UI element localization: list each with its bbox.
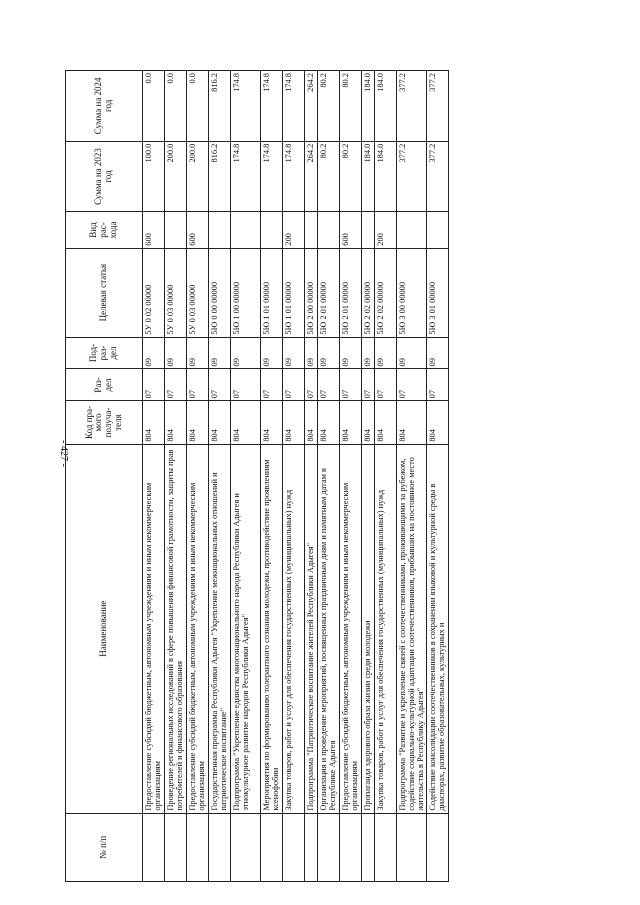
- table-row: [427, 71, 449, 882]
- cell-code: 804: [397, 401, 427, 444]
- cell-name: Мероприятия по формированию толерантного сознания молодежи, противодействие проявлениям ксенофобии: [261, 444, 283, 813]
- table-header-row: [66, 71, 143, 882]
- cell-razdel: 07: [187, 369, 209, 401]
- cell-podrazdel: 09: [187, 337, 209, 369]
- table-row: [305, 71, 318, 882]
- cell-sum2023: 184.0: [362, 141, 375, 212]
- cell-sum2023: 377.2: [427, 141, 449, 212]
- cell-num: [143, 813, 165, 881]
- cell-podrazdel: 09: [305, 337, 318, 369]
- table-row: [375, 71, 397, 882]
- cell-razdel: 07: [283, 369, 305, 401]
- cell-vid: [231, 212, 261, 248]
- cell-name: Государственная программа Республики Адыгея "Укрепление межнациональных отношений и патриотическое воспитание": [209, 444, 231, 813]
- cell-podrazdel: 09: [362, 337, 375, 369]
- cell-code: 804: [375, 401, 397, 444]
- cell-num: [397, 813, 427, 881]
- table-row: [209, 71, 231, 882]
- cell-sum2024: 174.8: [283, 71, 305, 142]
- col-header-razdel: Раз-дел: [66, 369, 143, 401]
- cell-sum2024: 174.8: [231, 71, 261, 142]
- cell-vid: [261, 212, 283, 248]
- cell-podrazdel: 09: [209, 337, 231, 369]
- cell-target: 5Ю 2 01 00000: [340, 248, 362, 337]
- cell-num: [231, 813, 261, 881]
- cell-vid: [318, 212, 340, 248]
- col-header-sum2023: Сумма на 2023 год: [66, 141, 143, 212]
- cell-target: 5Ю 2 02 00000: [362, 248, 375, 337]
- cell-razdel: 07: [427, 369, 449, 401]
- cell-target: 5У 0 03 00000: [165, 248, 187, 337]
- cell-razdel: 07: [305, 369, 318, 401]
- cell-podrazdel: 09: [340, 337, 362, 369]
- cell-num: [340, 813, 362, 881]
- table-row: [283, 71, 305, 882]
- cell-name: Предоставление субсидий бюджетным, автономным учреждениям и иным некоммерческим организациям: [340, 444, 362, 813]
- cell-sum2023: 816.2: [209, 141, 231, 212]
- cell-podrazdel: 09: [165, 337, 187, 369]
- cell-target: 5У 0 03 00000: [187, 248, 209, 337]
- cell-razdel: 07: [318, 369, 340, 401]
- cell-razdel: 07: [165, 369, 187, 401]
- cell-sum2023: 100.0: [143, 141, 165, 212]
- cell-target: 5Ю 1 01 00000: [283, 248, 305, 337]
- cell-sum2023: 200.0: [165, 141, 187, 212]
- budget-table: [65, 70, 449, 882]
- table-row: [397, 71, 427, 882]
- cell-code: 804: [261, 401, 283, 444]
- cell-name: Содействие консолидации соотечественников в сохранении языковой и культурной среды в диаспорах, развитие образовательных, культурных и: [427, 444, 449, 813]
- cell-sum2024: 174.8: [261, 71, 283, 142]
- cell-vid: 600: [340, 212, 362, 248]
- col-header-vid: Вид рас-хода: [66, 212, 143, 248]
- cell-num: [305, 813, 318, 881]
- cell-podrazdel: 09: [318, 337, 340, 369]
- page-number-text: - 427 -: [57, 439, 69, 467]
- cell-code: 804: [362, 401, 375, 444]
- cell-sum2023: 200.0: [187, 141, 209, 212]
- cell-target: 5Ю 3 00 00000: [397, 248, 427, 337]
- cell-sum2024: 184.0: [362, 71, 375, 142]
- cell-sum2023: 80.2: [340, 141, 362, 212]
- cell-name: Организация и проведение мероприятий, посвященных праздничным дням и памятным датам в Республике Адыгея: [318, 444, 340, 813]
- cell-vid: [427, 212, 449, 248]
- table-row: [231, 71, 261, 882]
- cell-target: 5Ю 1 00 00000: [231, 248, 261, 337]
- cell-razdel: 07: [397, 369, 427, 401]
- cell-sum2024: 377.2: [427, 71, 449, 142]
- cell-vid: [362, 212, 375, 248]
- cell-name: Проведение региональных исследований в сфере повышения финансовой грамотности, защиты прав потребителей и финансового образования: [165, 444, 187, 813]
- cell-name: Подпрограмма "Развитие и укрепление связей с соотечественниками, проживающими за рубежом, содействие социально-культурной адаптации соотечественников, прибывших на постоянное место жительства в Республику Адыгея": [397, 444, 427, 813]
- cell-vid: [165, 212, 187, 248]
- cell-sum2024: 0.0: [165, 71, 187, 142]
- cell-podrazdel: 09: [375, 337, 397, 369]
- cell-vid: [397, 212, 427, 248]
- cell-podrazdel: 09: [231, 337, 261, 369]
- cell-target: 5Ю 3 01 00000: [427, 248, 449, 337]
- cell-name: Подпрограмма "Патриотическое воспитание жителей Республики Адыгея": [305, 444, 318, 813]
- cell-podrazdel: 09: [261, 337, 283, 369]
- cell-name: Предоставление субсидий бюджетным, автономным учреждениям и иным некоммерческим организациям: [143, 444, 165, 813]
- table-row: [340, 71, 362, 882]
- table-row: [187, 71, 209, 882]
- cell-num: [375, 813, 397, 881]
- cell-code: 804: [165, 401, 187, 444]
- cell-vid: 200: [283, 212, 305, 248]
- cell-code: 804: [231, 401, 261, 444]
- table-row: [165, 71, 187, 882]
- cell-sum2024: 0.0: [143, 71, 165, 142]
- cell-vid: [305, 212, 318, 248]
- table-row: [362, 71, 375, 882]
- cell-code: 804: [318, 401, 340, 444]
- cell-code: 804: [187, 401, 209, 444]
- cell-razdel: 07: [375, 369, 397, 401]
- cell-razdel: 07: [340, 369, 362, 401]
- cell-name: Подпрограмма "Укрепление единства многонационального народа Республики Адыгея и этнокультурное развитие народов Республики Адыгея": [231, 444, 261, 813]
- cell-vid: [209, 212, 231, 248]
- cell-razdel: 07: [231, 369, 261, 401]
- cell-target: 5Ю 0 00 00000: [209, 248, 231, 337]
- cell-target: 5Ю 2 02 00000: [375, 248, 397, 337]
- cell-name: Пропаганда здорового образа жизни среди молодежи: [362, 444, 375, 813]
- table-row: [261, 71, 283, 882]
- col-header-num: № п/п: [66, 813, 143, 881]
- table-row: [318, 71, 340, 882]
- cell-name: Предоставление субсидий бюджетным, автономным учреждениям и иным некоммерческим организациям: [187, 444, 209, 813]
- col-header-target: Целевая статья: [66, 248, 143, 337]
- cell-code: 804: [143, 401, 165, 444]
- col-header-code: Код пра-мого получа-теля: [66, 401, 143, 444]
- cell-num: [283, 813, 305, 881]
- table-row: [143, 71, 165, 882]
- cell-sum2024: 377.2: [397, 71, 427, 142]
- cell-name: Закупка товаров, работ и услуг для обеспечения государственных (муниципальных) нужд: [375, 444, 397, 813]
- cell-target: 5Ю 1 01 00000: [261, 248, 283, 337]
- cell-razdel: 07: [209, 369, 231, 401]
- cell-sum2023: 174.8: [231, 141, 261, 212]
- cell-podrazdel: 09: [397, 337, 427, 369]
- cell-sum2024: 80.2: [340, 71, 362, 142]
- cell-vid: 600: [187, 212, 209, 248]
- cell-num: [362, 813, 375, 881]
- cell-sum2024: 264.2: [305, 71, 318, 142]
- cell-podrazdel: 09: [283, 337, 305, 369]
- cell-sum2023: 174.8: [283, 141, 305, 212]
- rotated-page-content: [65, 70, 545, 882]
- cell-num: [209, 813, 231, 881]
- cell-code: 804: [427, 401, 449, 444]
- cell-num: [318, 813, 340, 881]
- cell-sum2023: 80.2: [318, 141, 340, 212]
- cell-razdel: 07: [143, 369, 165, 401]
- cell-code: 804: [283, 401, 305, 444]
- cell-sum2023: 184.0: [375, 141, 397, 212]
- cell-sum2023: 377.2: [397, 141, 427, 212]
- cell-sum2023: 174.8: [261, 141, 283, 212]
- cell-vid: 200: [375, 212, 397, 248]
- cell-vid: 600: [143, 212, 165, 248]
- cell-target: 5Ю 2 01 00000: [318, 248, 340, 337]
- cell-num: [187, 813, 209, 881]
- cell-code: 804: [340, 401, 362, 444]
- cell-sum2024: 80.2: [318, 71, 340, 142]
- cell-num: [427, 813, 449, 881]
- cell-razdel: 07: [362, 369, 375, 401]
- cell-name: Закупка товаров, работ и услуг для обеспечения государственных (муниципальных) нужд: [283, 444, 305, 813]
- cell-code: 804: [209, 401, 231, 444]
- cell-podrazdel: 09: [143, 337, 165, 369]
- col-header-podrazdel: Под-раз-дел: [66, 337, 143, 369]
- cell-num: [261, 813, 283, 881]
- cell-sum2024: 816.2: [209, 71, 231, 142]
- cell-target: 5Ю 2 00 00000: [305, 248, 318, 337]
- col-header-name: Наименование: [66, 444, 143, 813]
- cell-target: 5У 0 02 00000: [143, 248, 165, 337]
- cell-code: 804: [305, 401, 318, 444]
- cell-sum2023: 264.2: [305, 141, 318, 212]
- cell-sum2024: 184.0: [375, 71, 397, 142]
- cell-sum2024: 0.0: [187, 71, 209, 142]
- cell-razdel: 07: [261, 369, 283, 401]
- budget-sheet: [65, 70, 545, 882]
- cell-num: [165, 813, 187, 881]
- cell-podrazdel: 09: [427, 337, 449, 369]
- col-header-sum2024: Сумма на 2024 год: [66, 71, 143, 142]
